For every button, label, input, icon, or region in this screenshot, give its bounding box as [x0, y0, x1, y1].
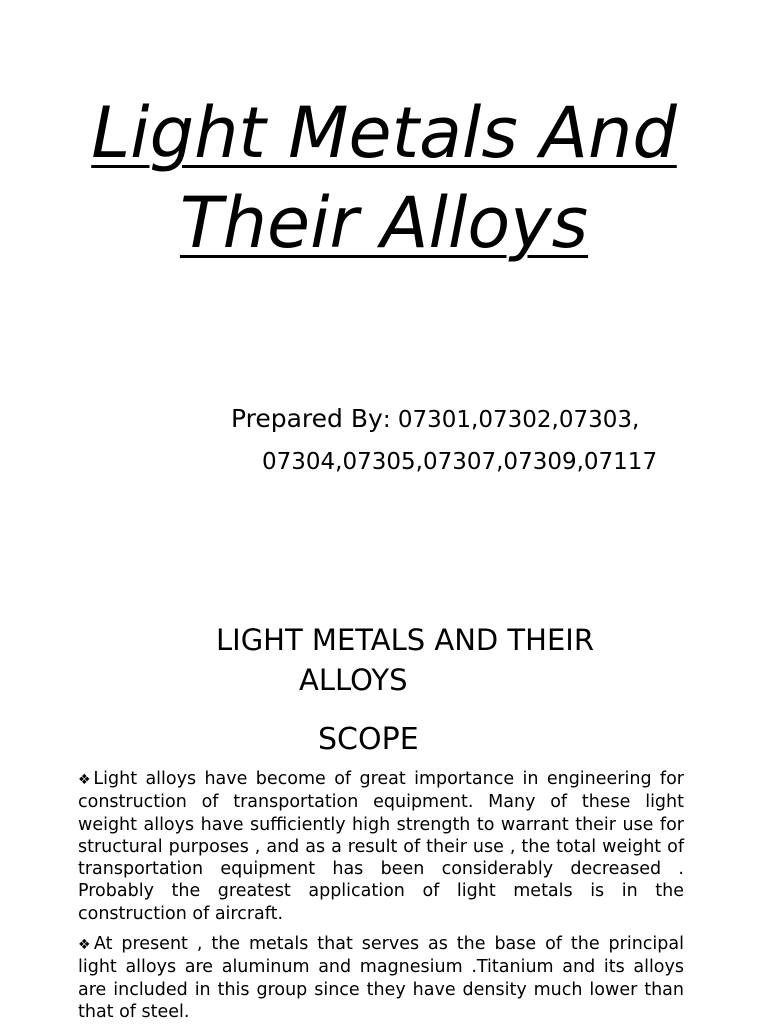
- diamond-bullet-icon: ❖: [78, 772, 94, 788]
- bullet-item: [78, 768, 684, 925]
- scope-heading: SCOPE: [318, 722, 419, 757]
- prepared-by-block: [231, 398, 657, 483]
- title-line-2: Their Alloys: [179, 182, 589, 264]
- bullet-list: [78, 768, 684, 1031]
- title-line-1: Light Metals And: [91, 92, 677, 174]
- bullet-text: Light alloys have become of great importance in engineering for construction of transportation equipment. Many of these light weight alloys have sufficiently high strength to warrant their use for structural purposes , and as a result of their use , the total weight of transportation equipment has been considerably decreased . Probably the greatest application of light metals is in the construction of aircraft.: [78, 769, 684, 924]
- prepared-by-label: Prepared By: [231, 404, 383, 433]
- section-heading-line-1: LIGHT METALS AND THEIR: [216, 623, 594, 657]
- bullet-item: [78, 933, 684, 1023]
- diamond-bullet-icon: ❖: [78, 937, 94, 954]
- prepared-by-ids-line-1: 07301,07302,07303,: [390, 407, 640, 433]
- document-title: [0, 88, 768, 268]
- section-heading-line-2: ALLOYS: [299, 663, 408, 697]
- section-heading: [216, 620, 594, 700]
- bullet-text: At present , the metals that serves as the base of the principal light alloys are aluminum and magnesium .Titanium and its alloys are included in this group since they have density much lower than that of steel.: [78, 934, 684, 1022]
- prepared-by-separator: :: [382, 407, 391, 433]
- prepared-by-ids-line-2: 07304,07305,07307,07309,07117: [262, 449, 658, 475]
